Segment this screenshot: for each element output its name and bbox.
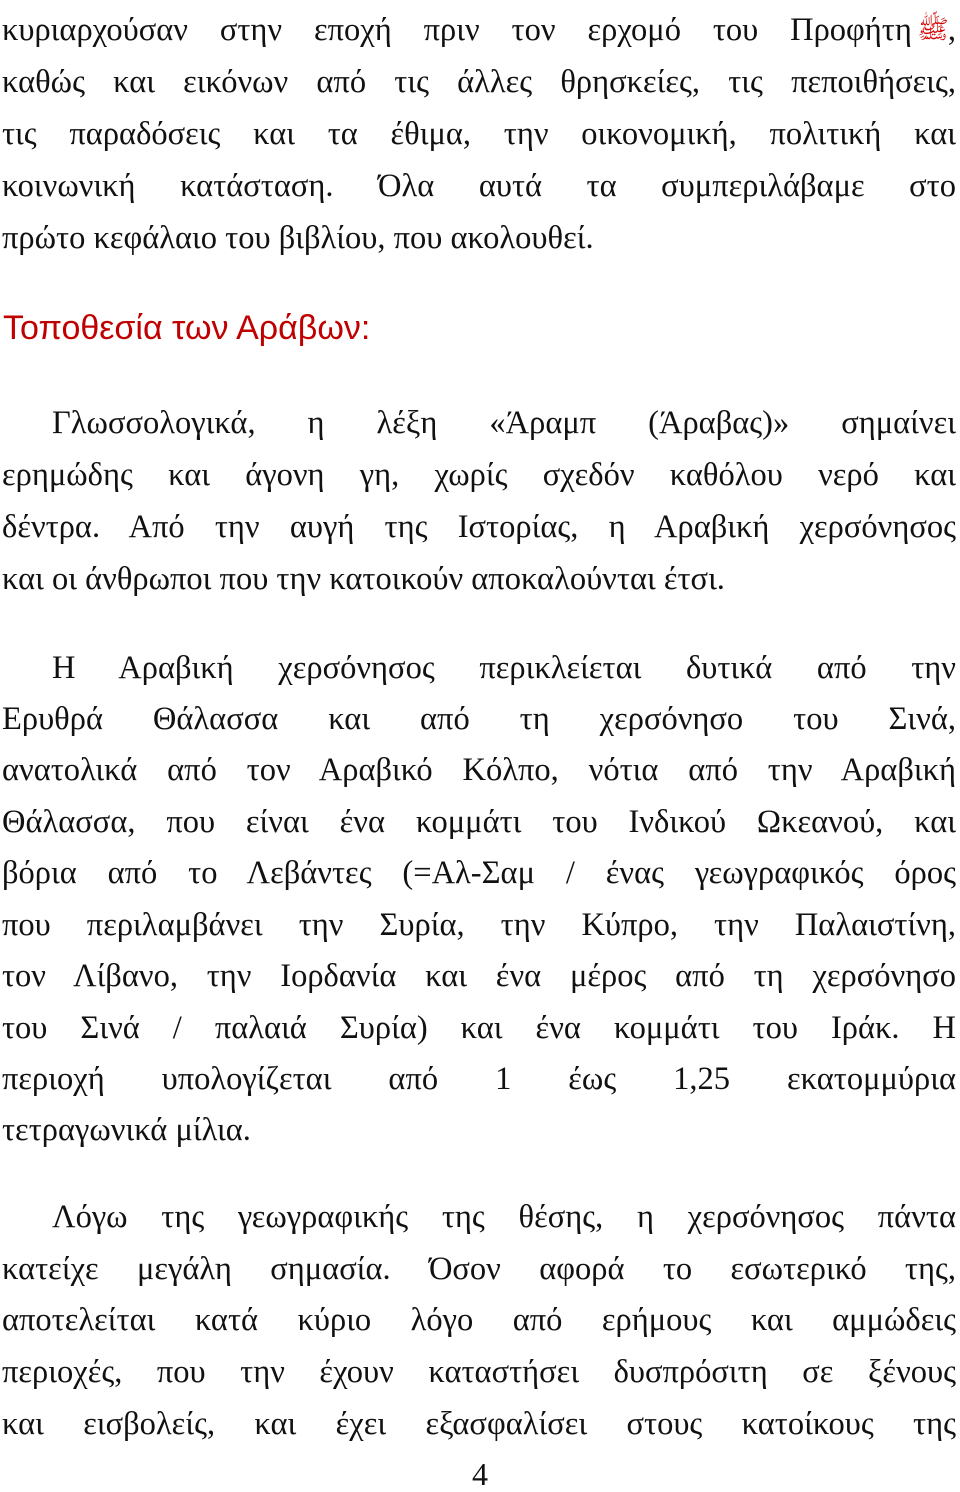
paragraph3-line-3: αποτελείται κατά κύριο λόγο από ερήμους και αμμώδεις xyxy=(2,1302,956,1338)
paragraph1-line-4: και οι άνθρωποι που την κατοικούν αποκαλούνται έτσι. xyxy=(2,561,725,597)
paragraph3-line-4: περιοχές, που την έχουν καταστήσει δυσπρόσιτη σε ξένους xyxy=(2,1354,956,1390)
seal-icon xyxy=(918,11,948,45)
paragraph2-line-10: τετραγωνικά μίλια. xyxy=(2,1112,251,1148)
paragraph2-line-7: τον Λίβανο, την Ιορδανία και ένα μέρος από τη χερσόνησο xyxy=(2,958,956,994)
paragraph2-line-2: Ερυθρά Θάλασσα και από τη χερσόνησο του Σινά, xyxy=(2,701,956,737)
paragraph1-line-1: Γλωσσολογικά, η λέξη «Άραμπ (Άραβας)» σημαίνει xyxy=(52,405,956,441)
paragraph2-line-4: Θάλασσα, που είναι ένα κομμάτι του Ινδικού Ωκεανού, και xyxy=(2,804,956,840)
section-heading: Τοποθεσία των Αράβων: xyxy=(3,309,371,347)
paragraph3-line-5: και εισβολείς, και έχει εξασφαλίσει στους κατοίκους της xyxy=(2,1406,956,1442)
intro-line-4: κοινωνική κατάσταση. Όλα αυτά τα συμπεριλάβαμε στο xyxy=(2,168,956,204)
paragraph2-line-3: ανατολικά από τον Αραβικό Κόλπο, νότια από την Αραβική xyxy=(2,752,956,788)
seal-text: ﷺ xyxy=(917,15,948,45)
paragraph1-line-3: δέντρα. Από την αυγή της Ιστορίας, η Αραβική χερσόνησος xyxy=(2,509,956,545)
paragraph3-line-2: κατείχε μεγάλη σημασία. Όσον αφορά το εσωτερικό της, xyxy=(2,1251,956,1287)
paragraph2-line-1: Η Αραβική χερσόνησος περικλείεται δυτικά από την xyxy=(52,650,956,686)
intro-line-1: κυριαρχούσαν στην εποχή πριν τον ερχομό του Προφήτη ﷺ , xyxy=(2,12,956,48)
paragraph2-line-6: που περιλαμβάνει την Συρία, την Κύπρο, την Παλαιστίνη, xyxy=(2,907,956,943)
paragraph2-line-8: του Σινά / παλαιά Συρία) και ένα κομμάτι του Ιράκ. Η xyxy=(2,1010,956,1046)
paragraph1-line-2: ερημώδης και άγονη γη, χωρίς σχεδόν καθόλου νερό και xyxy=(2,457,956,493)
paragraph3-line-1: Λόγω της γεωγραφικής της θέσης, η χερσόνησος πάντα xyxy=(52,1199,956,1235)
intro-line-3: τις παραδόσεις και τα έθιμα, την οικονομική, πολιτική και xyxy=(2,116,956,152)
intro-line-5: πρώτο κεφάλαιο του βιβλίου, που ακολουθεί. xyxy=(2,220,594,256)
paragraph2-line-9: περιοχή υπολογίζεται από 1 έως 1,25 εκατομμύρια xyxy=(2,1061,956,1097)
page-number: 4 xyxy=(472,1456,488,1492)
intro-line-2: καθώς και εικόνων από τις άλλες θρησκείες, τις πεποιθήσεις, xyxy=(2,64,956,100)
paragraph2-line-5: βόρια από το Λεβάντες (=Αλ-Σαμ / ένας γεωγραφικός όρος xyxy=(2,855,956,891)
